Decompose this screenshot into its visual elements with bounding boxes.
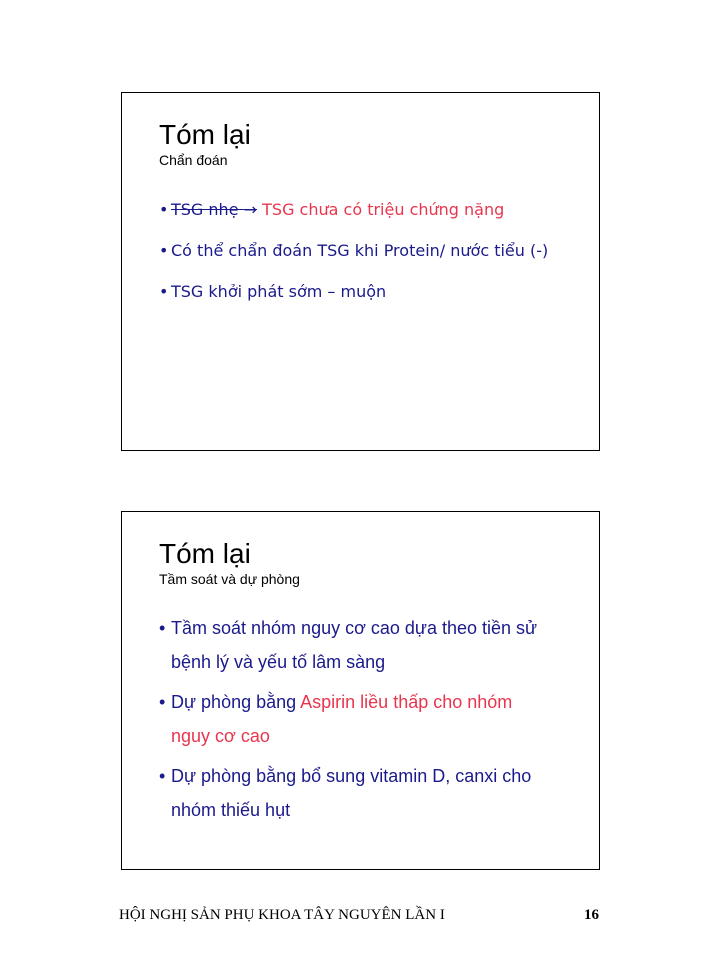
slide-screening-prevention — [121, 511, 600, 870]
bullet-item: • Dự phòng bằng Aspirin liều thấp cho nhóm nguy cơ cao — [159, 685, 512, 753]
slide-title: Tóm lại — [159, 119, 251, 150]
highlight-text: Aspirin liều thấp cho nhóm — [300, 692, 513, 712]
bullet-item — [159, 200, 504, 220]
slide-subtitle: Tầm soát và dự phòng — [159, 571, 300, 587]
bullet-item: • Tầm soát nhóm nguy cơ cao dựa theo tiền sử bệnh lý và yếu tố lâm sàng — [159, 611, 537, 679]
bullet-dot: • — [159, 766, 166, 786]
slide-title: Tóm lại — [159, 538, 251, 569]
footer-conference-name: HỘI NGHỊ SẢN PHỤ KHOA TÂY NGUYÊN LẦN I — [119, 907, 445, 923]
page-number: 16 — [584, 907, 599, 923]
bullet-item: • Có thể chẩn đoán TSG khi Protein/ nước tiểu (-) — [159, 241, 549, 260]
bullet-dot: • — [159, 618, 166, 638]
arrow-right-icon: → — [243, 200, 258, 219]
bullet-dot: • — [159, 692, 166, 712]
struck-text: • TSG nhẹ → — [159, 200, 258, 219]
bullet-dot: • — [159, 200, 169, 219]
bullet-dot: • — [159, 282, 169, 301]
slide-subtitle: Chẩn đoán — [159, 152, 228, 168]
slide-diagnosis — [121, 92, 600, 451]
highlight-text: nguy cơ cao — [171, 726, 270, 746]
highlight-text: TSG chưa có triệu chứng nặng — [262, 200, 505, 219]
bullet-item: • TSG khởi phát sớm – muộn — [159, 282, 387, 301]
bullet-dot: • — [159, 241, 169, 260]
bullet-item: • Dự phòng bằng bổ sung vitamin D, canxi cho nhóm thiếu hụt — [159, 759, 531, 827]
